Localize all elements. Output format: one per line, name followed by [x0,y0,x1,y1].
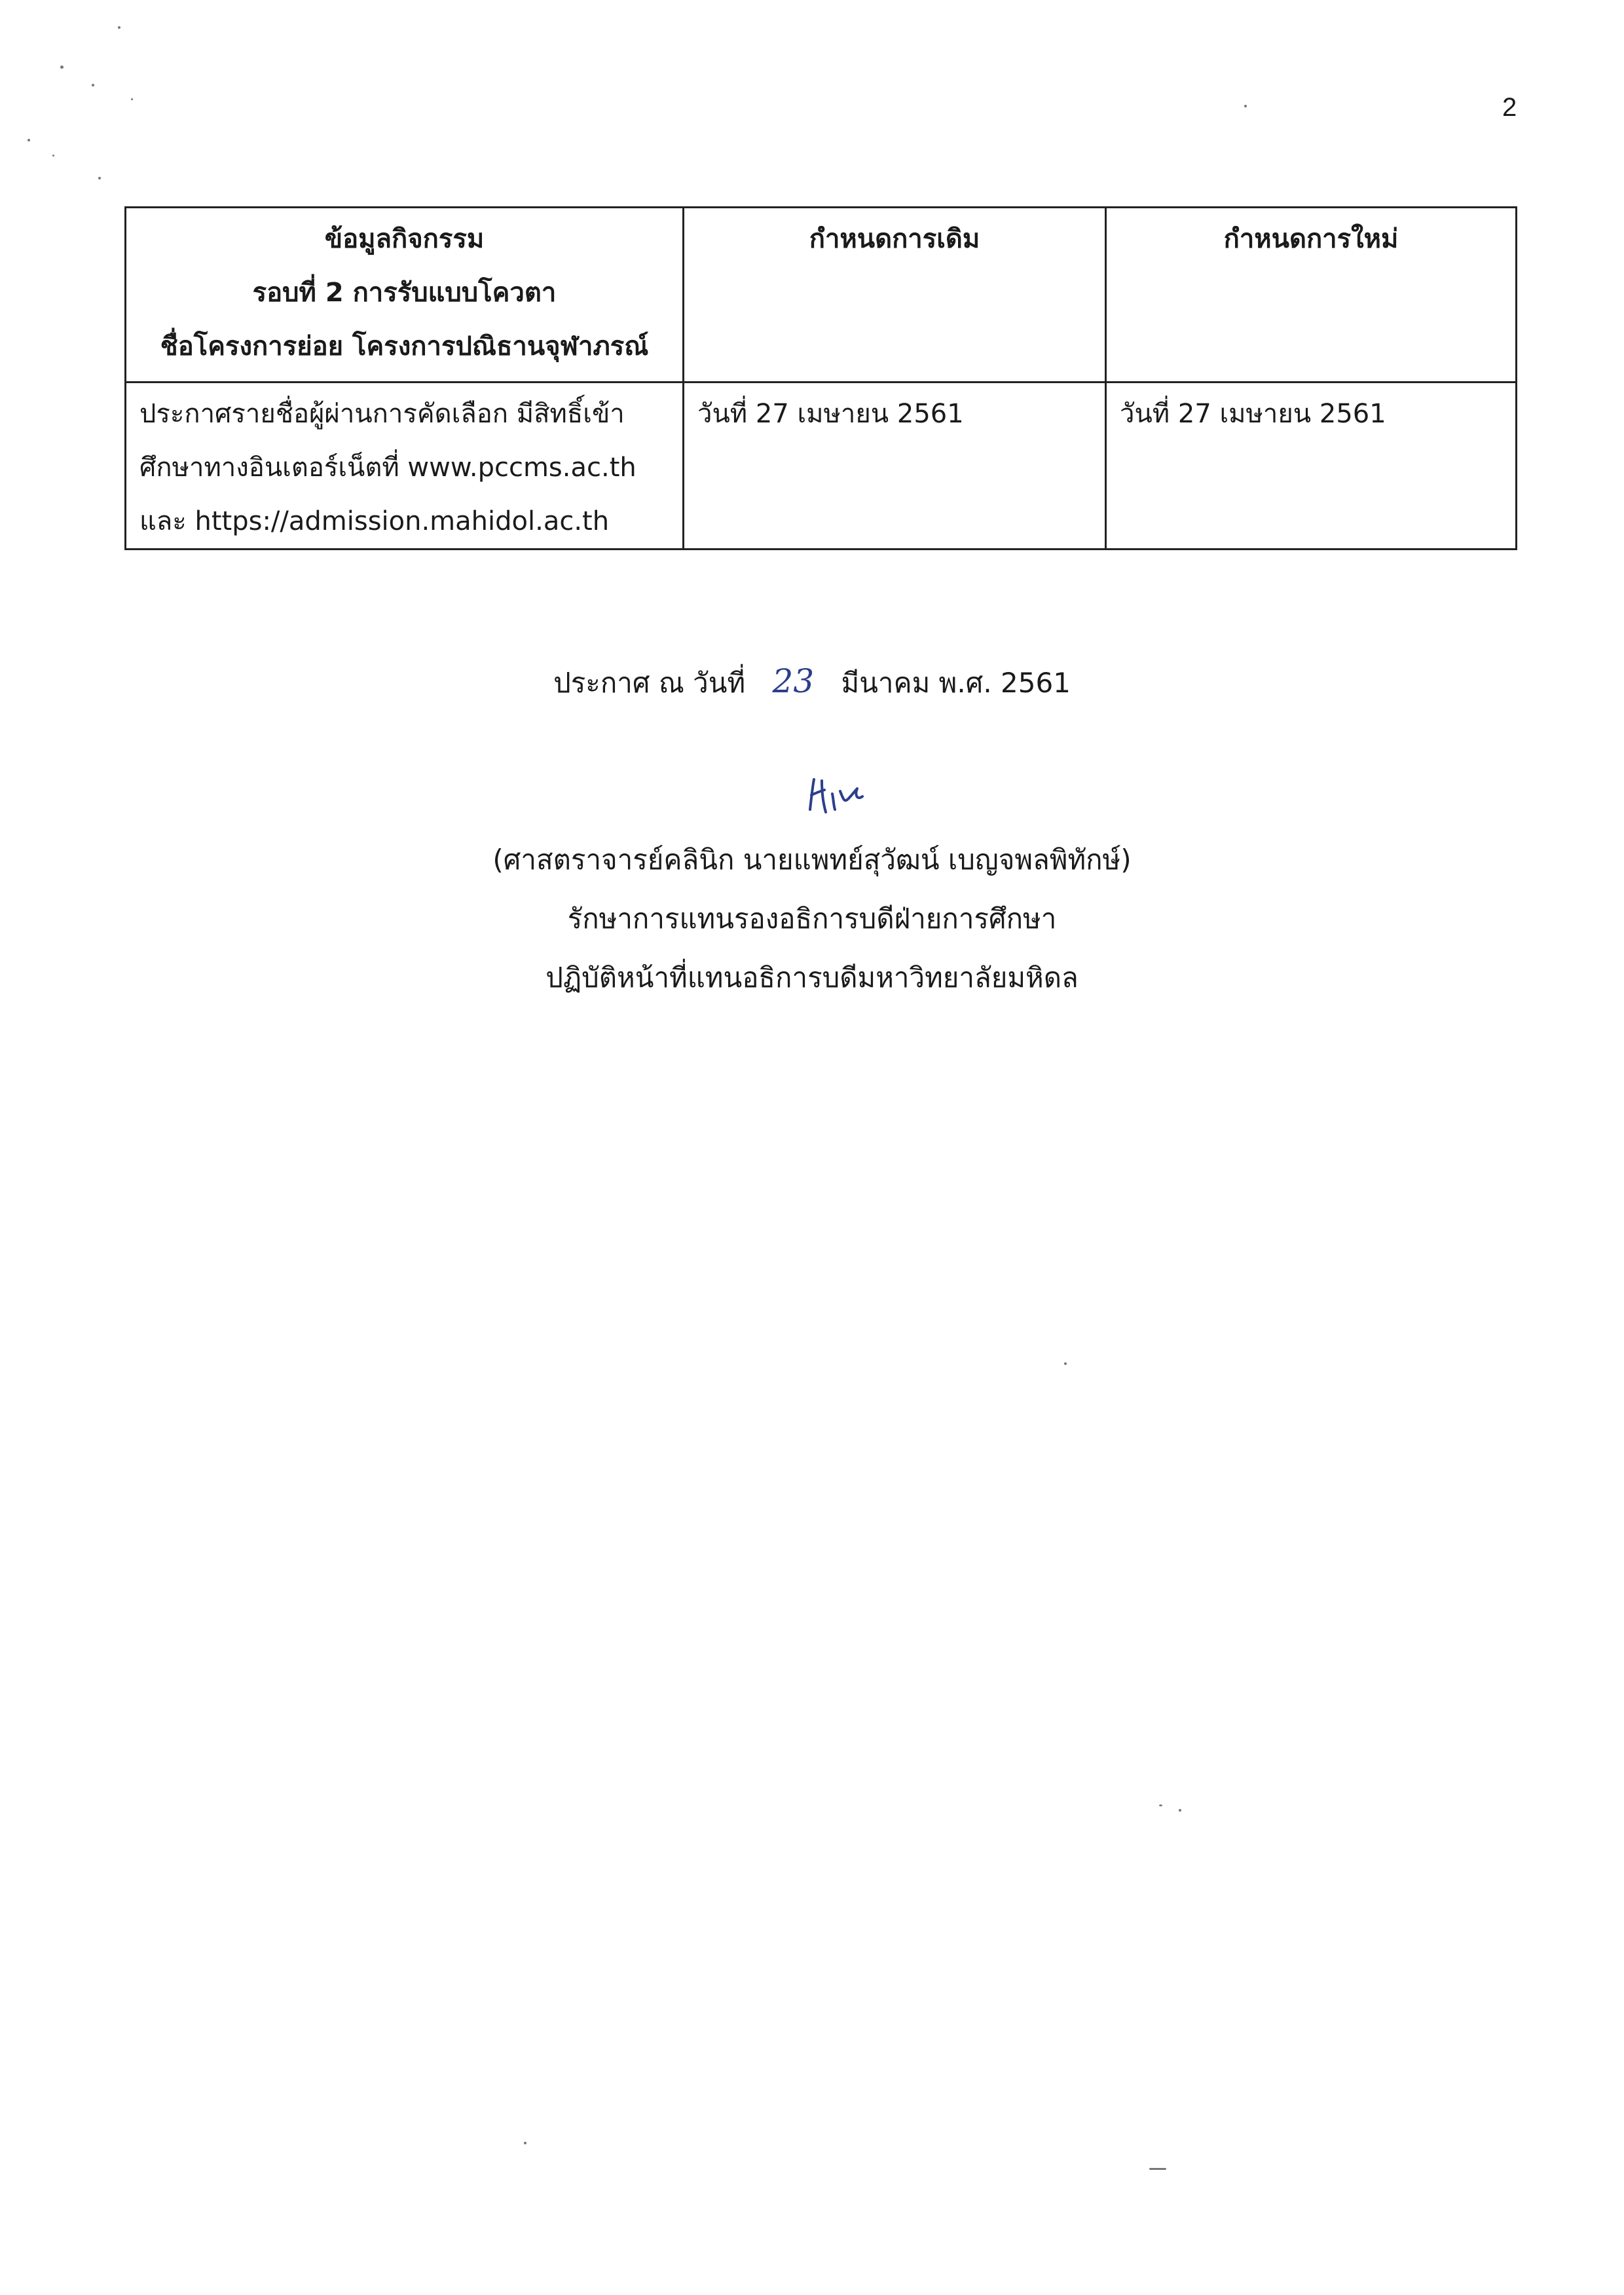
handwritten-signature [802,772,881,824]
scan-speck [28,139,30,141]
header-new-schedule: กำหนดการใหม่ [1106,208,1517,382]
scan-speck [118,26,120,29]
scan-speck [131,98,133,100]
table-header-row [126,208,1517,382]
signer-name: (ศาสตราจารย์คลินิก นายแพทย์สุวัฒน์ เบญจพลพิทักษ์) [492,844,1132,876]
announcement-date-line [0,662,1624,705]
scan-speck [52,155,54,157]
scan-speck [92,84,94,86]
table-row [126,382,1517,550]
original-date-cell: วันที่ 27 เมษายน 2561 [684,382,1106,550]
scan-speck [1244,105,1247,107]
announcement-suffix: มีนาคม พ.ศ. 2561 [841,667,1071,699]
header-original-schedule: กำหนดการเดิม [684,208,1106,382]
scan-speck [1064,1362,1067,1365]
header-round-line: รอบที่ 2 การรับแบบโควตา [252,278,557,308]
header-activity-info [126,208,684,382]
scan-speck [524,2142,526,2144]
header-activity-line: ข้อมูลกิจกรรม [324,224,485,254]
scan-speck [1159,1804,1162,1806]
scan-speck [60,65,64,69]
signer-title-acting: รักษาการแทนรองอธิการบดีฝ่ายการศึกษา [567,903,1057,935]
activity-cell [126,382,684,550]
activity-line: ศึกษาทางอินเตอร์เน็ตที่ www.pccms.ac.th [139,453,637,483]
scan-speck [1149,2168,1166,2170]
announcement-prefix: ประกาศ ณ วันที่ [553,667,746,699]
schedule-table [124,206,1517,550]
header-project-line: ชื่อโครงการย่อย โครงการปณิธานจุฬาภรณ์ [160,331,649,362]
signer-title-duty: ปฏิบัติหน้าที่แทนอธิการบดีมหาวิทยาลัยมหิดล [545,961,1079,994]
activity-line: และ https://admission.mahidol.ac.th [139,506,610,536]
handwritten-day: 23 [772,662,815,700]
scan-speck [1179,1809,1181,1812]
page-number: 2 [1502,93,1517,122]
signer-block [0,830,1624,1007]
activity-line: ประกาศรายชื่อผู้ผ่านการคัดเลือก มีสิทธิ์เข้า [139,399,625,429]
scan-speck [98,177,101,179]
new-date-cell: วันที่ 27 เมษายน 2561 [1106,382,1517,550]
